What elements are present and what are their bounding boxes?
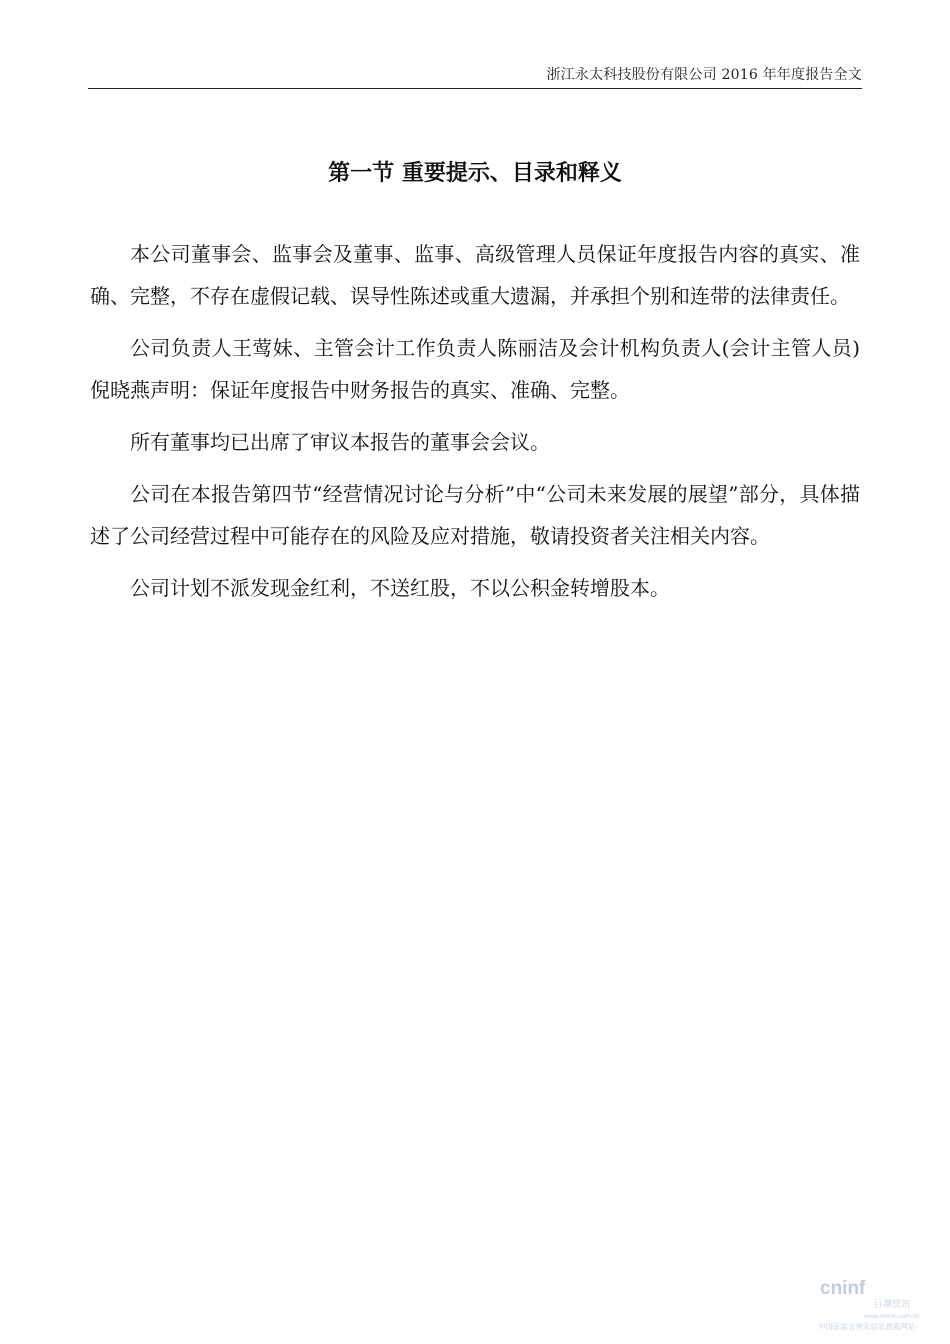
section-title: 第一节 重要提示、目录和释义	[328, 160, 622, 186]
report-header-title: 浙江永太科技股份有限公司 2016 年年度报告全文	[546, 67, 862, 83]
watermark-url: www.cninfo.com.cn	[864, 1313, 920, 1320]
watermark-footer: 中国证监会指定信息披露网站	[818, 1322, 916, 1331]
paragraph-board-attendance: 所有董事均已出席了审议本报告的董事会会议。	[130, 430, 550, 454]
paragraph-responsible-persons: 公司负责人王莺妹、主管会计工作负责人陈丽洁及会计机构负责人(会计主管人员)倪晓燕声明：保证年度报告中财务报告的真实、准确、完整。	[90, 336, 860, 402]
important-notice-body	[90, 233, 860, 619]
paragraph-board-guarantee: 本公司董事会、监事会及董事、监事、高级管理人员保证年度报告内容的真实、准确、完整，不存在虚假记载、误导性陈述或重大遗漏，并承担个别和连带的法律责任。	[90, 242, 860, 308]
cninfo-watermark-logo	[816, 1274, 928, 1332]
header-rule	[88, 88, 862, 89]
paragraph-dividend-plan: 公司计划不派发现金红利，不送红股，不以公积金转增股本。	[130, 576, 670, 600]
watermark-brand: cninf	[820, 1278, 866, 1299]
paragraph-risk-notice: 公司在本报告第四节“经营情况讨论与分析”中“公司未来发展的展望”部分，具体描述了公司经营过程中可能存在的风险及应对措施，敬请投资者关注相关内容。	[90, 482, 860, 548]
watermark-chinese: 巨潮资讯	[874, 1300, 911, 1310]
